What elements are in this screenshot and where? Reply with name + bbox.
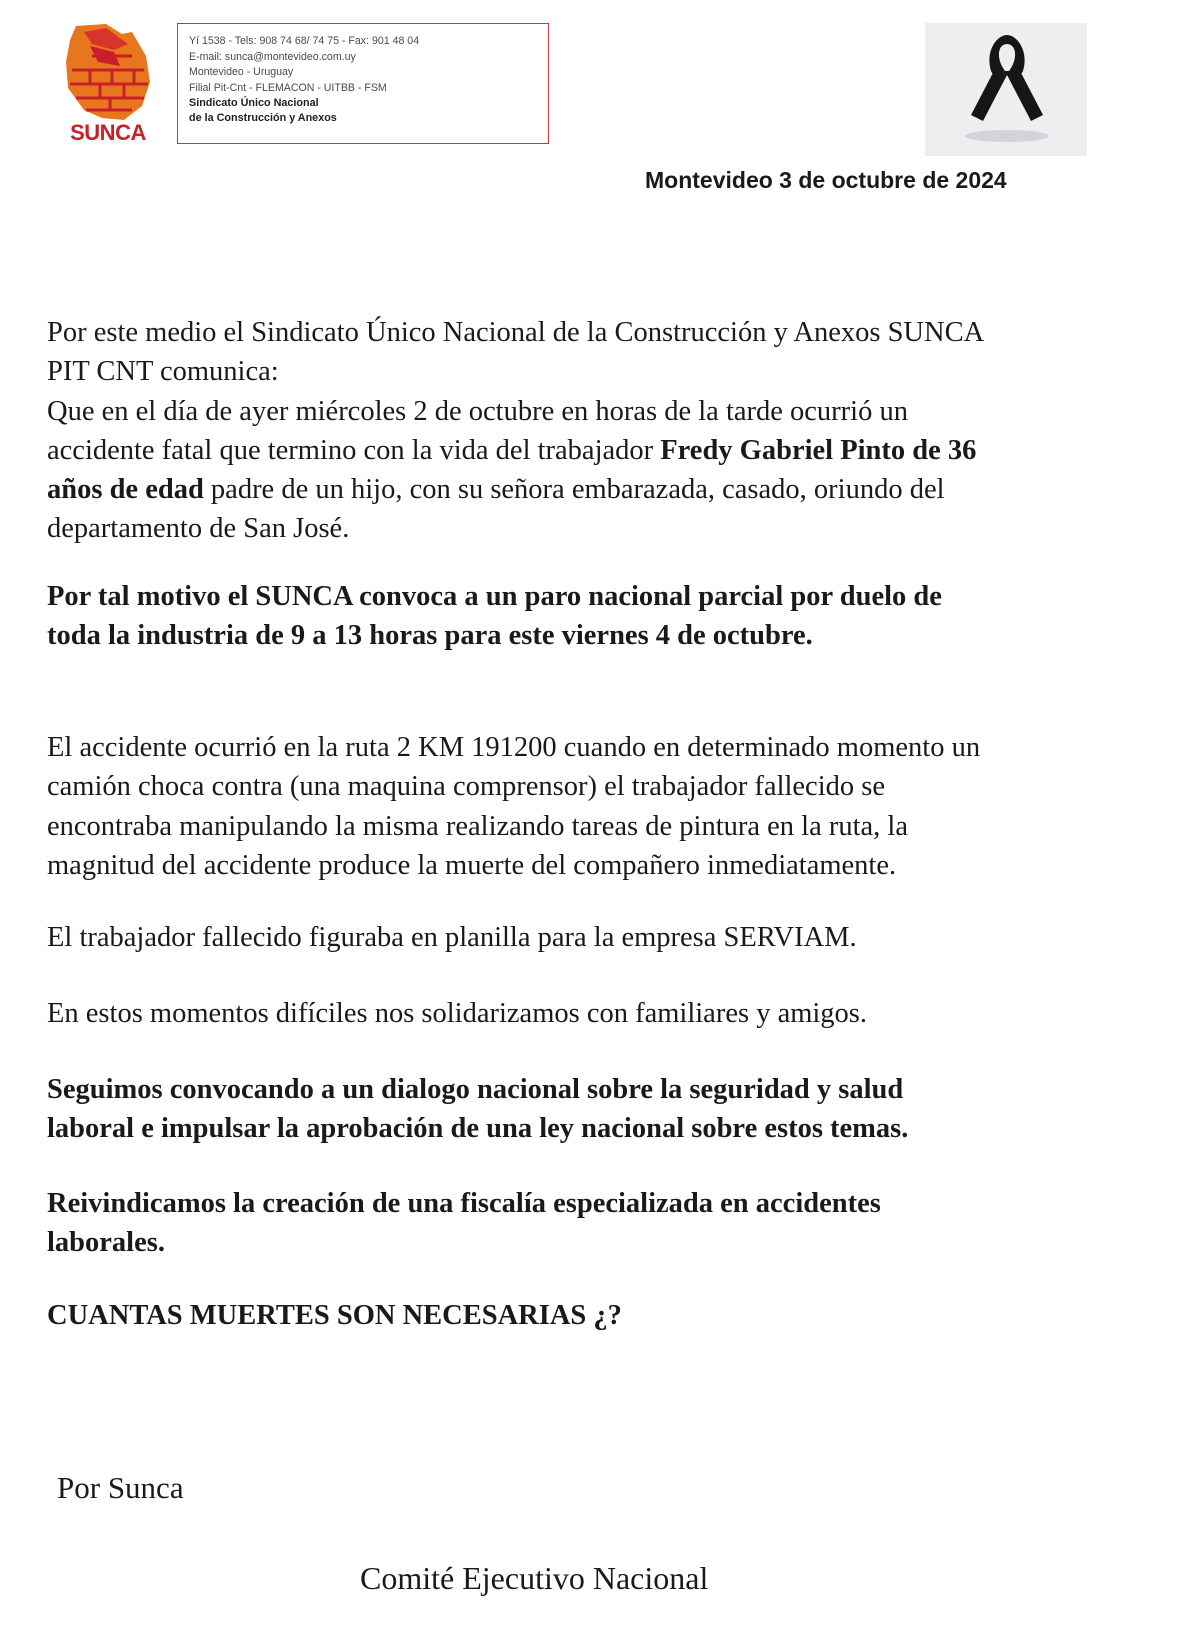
- text-line: encontraba manipulando la misma realizando tareas de pintura en la ruta, la: [47, 810, 908, 842]
- text-line: El trabajador fallecido figuraba en planilla para la empresa SERVIAM.: [47, 922, 857, 953]
- black-ribbon-icon: [925, 23, 1087, 156]
- paragraph-solidarity: [47, 994, 1187, 1033]
- org-name-line-2: de la Construcción y Anexos: [189, 112, 337, 125]
- text-line: Por tal motivo el SUNCA convoca a un paro nacional parcial por duelo de: [47, 581, 942, 612]
- text-line: laboral e impulsar la aprobación de una ley nacional sobre estos temas.: [47, 1113, 909, 1145]
- text-line: departamento de San José.: [47, 513, 350, 545]
- document-date: Montevideo 3 de octubre de 2024: [645, 167, 1007, 193]
- paragraph-strike-announcement: [47, 577, 1187, 656]
- contact-email: E-mail: sunca@montevideo.com.uy: [189, 50, 356, 63]
- text-line: El accidente ocurrió en la ruta 2 KM 191200 cuando en determinado momento un: [47, 732, 981, 763]
- text-line: Que en el día de ayer miércoles 2 de octubre en horas de la tarde ocurrió un: [47, 395, 908, 427]
- contact-address-phone: Yí 1538 - Tels: 908 74 68/ 74 75 - Fax: 901 48 04: [189, 35, 420, 47]
- sunca-logo: [62, 22, 154, 150]
- text-line: Seguimos convocando a un dialogo nacional sobre la seguridad y salud: [47, 1074, 904, 1105]
- paragraph-accident-details: [47, 728, 1187, 885]
- text-line: PIT CNT comunica:: [47, 356, 279, 388]
- text-line: Por este medio el Sindicato Único Nacional de la Construcción y Anexos SUNCA: [47, 317, 985, 348]
- text-segment: padre de un hijo, con su señora embarazada, casado, oriundo del: [203, 474, 945, 506]
- text-line: En estos momentos difíciles nos solidarizamos con familiares y amigos.: [47, 998, 868, 1029]
- paragraph-dialogue-call: [47, 1070, 1187, 1149]
- text-segment: accidente fatal que termino con la vida del trabajador: [47, 434, 661, 466]
- contact-info-box: [177, 23, 549, 144]
- org-name-line-1: Sindicato Único Nacional: [189, 97, 319, 110]
- text-line: [47, 431, 1187, 470]
- text-line: toda la industria de 9 a 13 horas para este viernes 4 de octubre.: [47, 620, 813, 652]
- contact-affiliations: Filial Pit-Cnt - FLEMACON - UITBB - FSM: [189, 81, 387, 94]
- text-line: CUANTAS MUERTES SON NECESARIAS ¿?: [47, 1300, 622, 1331]
- paragraph-closing-question: [47, 1296, 1187, 1335]
- signature-committee: Comité Ejecutivo Nacional: [360, 1560, 709, 1596]
- text-line: magnitud del accidente produce la muerte del compañero inmediatamente.: [47, 849, 897, 881]
- signature-by: Por Sunca: [57, 1470, 184, 1505]
- text-line: camión choca contra (una maquina comprensor) el trabajador fallecido se: [47, 771, 885, 803]
- paragraph-prosecutor-demand: [47, 1184, 1187, 1263]
- logo-text: SUNCA: [70, 120, 146, 145]
- worker-name: Fredy Gabriel Pinto de 36: [660, 434, 977, 466]
- paragraph-intro: [47, 313, 1187, 549]
- worker-age: años de edad: [47, 474, 204, 506]
- text-line: Reivindicamos la creación de una fiscalía especializada en accidentes: [47, 1188, 881, 1219]
- text-line: laborales.: [47, 1227, 165, 1259]
- sunca-map-brick-icon: [62, 22, 154, 122]
- contact-city: Montevideo - Uruguay: [189, 66, 294, 79]
- mourning-ribbon-panel: [925, 23, 1087, 156]
- paragraph-employer: [47, 918, 1187, 957]
- text-line: [47, 470, 1187, 509]
